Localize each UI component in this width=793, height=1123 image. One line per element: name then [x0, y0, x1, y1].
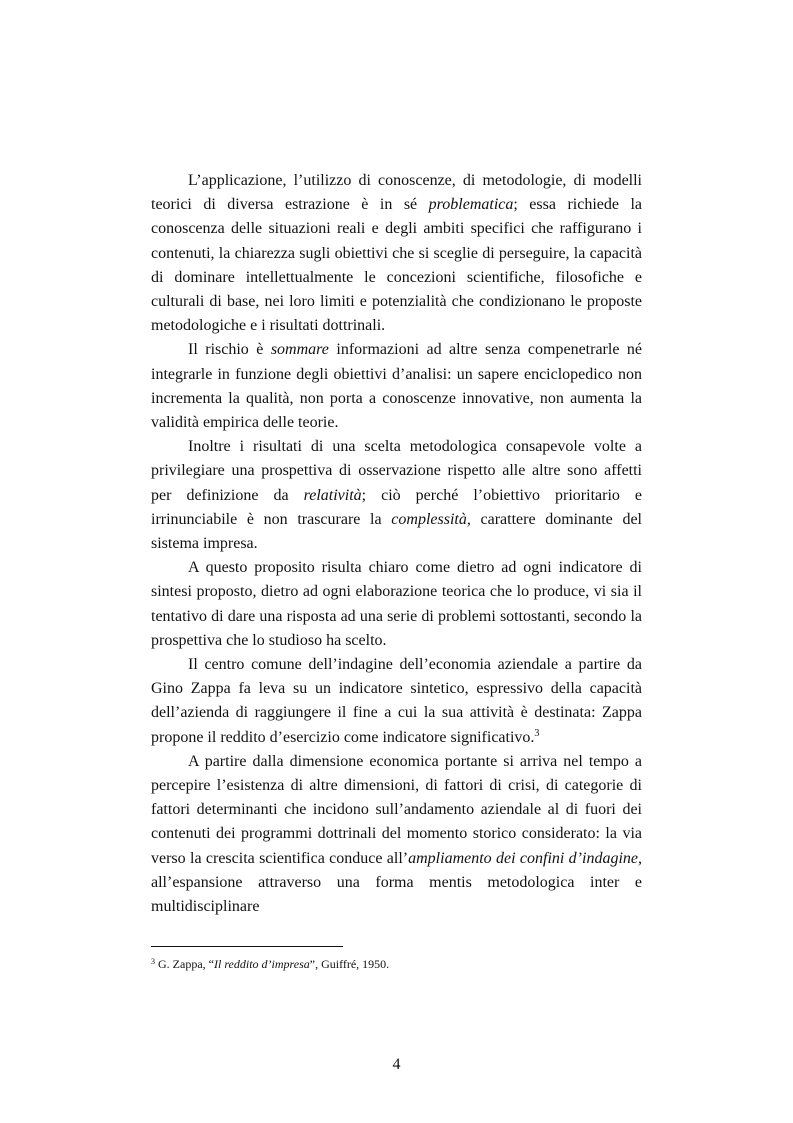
- footnote-title: Il reddito d’impresa: [213, 957, 310, 971]
- paragraph: [151, 556, 642, 653]
- text-run: Il centro comune dell’indagine dell’economia aziendale a partire da Gino Zappa fa leva su un indicatore sintetico, espressivo della capacità dell’azienda di raggiungere il fine a cui la sua attività è destinata: Zappa propone il reddito d’esercizio come indicatore significativo.: [151, 656, 642, 746]
- paragraph: [151, 338, 642, 435]
- footnote-text-before: G. Zappa, “: [155, 957, 214, 971]
- text-run: informazioni ad altre senza compenetrarle né integrarle in funzione degli obiettivi d’analisi: un sapere enciclopedico non incrementa la qualità, non porta a conoscenze innovative, non aumenta la validità empirica delle teorie.: [151, 341, 643, 432]
- text-run: L’applicazione, l’utilizzo di conoscenze, di metodologie, di modelli teorici di diversa estrazione è in sé: [151, 172, 642, 214]
- footnote-reference: 3: [534, 727, 540, 739]
- page-number: 4: [392, 1056, 401, 1073]
- text-run: A questo proposito risulta chiaro come dietro ad ogni indicatore di sintesi proposto, dietro ad ogni elaborazione teorica che lo produce, vi sia il tentativo di dare una risposta ad una serie di problemi sottostanti, secondo la prospettiva che lo studioso ha scelto.: [151, 559, 642, 649]
- footnote: [151, 956, 642, 972]
- paragraph: [151, 750, 642, 919]
- text-run: Inoltre i risultati di una scelta metodologica consapevole volte a privilegiare una prospettiva di osservazione rispetto alle altre sono affetti per definizione da: [151, 438, 642, 504]
- text-run: Il rischio è: [188, 341, 271, 359]
- italic-text: relatività: [303, 486, 362, 504]
- footnote-text-after: ”, Guiffré, 1950.: [309, 957, 390, 971]
- paragraph: [151, 653, 642, 750]
- text-run: , all’espansione attraverso una forma mentis metodologica inter e multidisciplinare: [151, 849, 642, 916]
- footnote-separator: [151, 946, 343, 947]
- text-run: ; ciò perché l’obiettivo prioritario e irrinunciabile è non trascurare la: [151, 486, 643, 528]
- paragraph: [151, 435, 642, 556]
- italic-text: problematica: [428, 196, 514, 214]
- paragraph: [151, 169, 642, 338]
- text-run: ; essa richiede la conoscenza delle situazioni reali e degli ambiti specifici che raffigurano i contenuti, la chiarezza sugli obiettivi che si sceglie di perseguire, la capacità di dominare intellettualmente le concezioni scientifiche, filosofiche e culturali di base, nei loro limiti e potenzialità che condizionano le proposte metodologiche e i risultati dottrinali.: [151, 196, 642, 335]
- text-run: A partire dalla dimensione economica portante si arriva nel tempo a percepire l’esistenza di altre dimensioni, di fattori di crisi, di categorie di fattori determinanti che incidono sull’andamento aziendale al di fuori dei contenuti dei programmi dottrinali del momento storico considerato: la via verso la crescita scientifica conduce all’: [151, 752, 642, 867]
- italic-text: sommare: [270, 341, 329, 359]
- italic-text: complessità: [391, 510, 467, 528]
- text-run: , carattere dominante del sistema impresa.: [151, 510, 642, 553]
- italic-text: ampliamento dei confini d’indagine: [408, 849, 638, 867]
- footnote-marker: 3: [151, 957, 155, 966]
- body-text: [151, 169, 642, 919]
